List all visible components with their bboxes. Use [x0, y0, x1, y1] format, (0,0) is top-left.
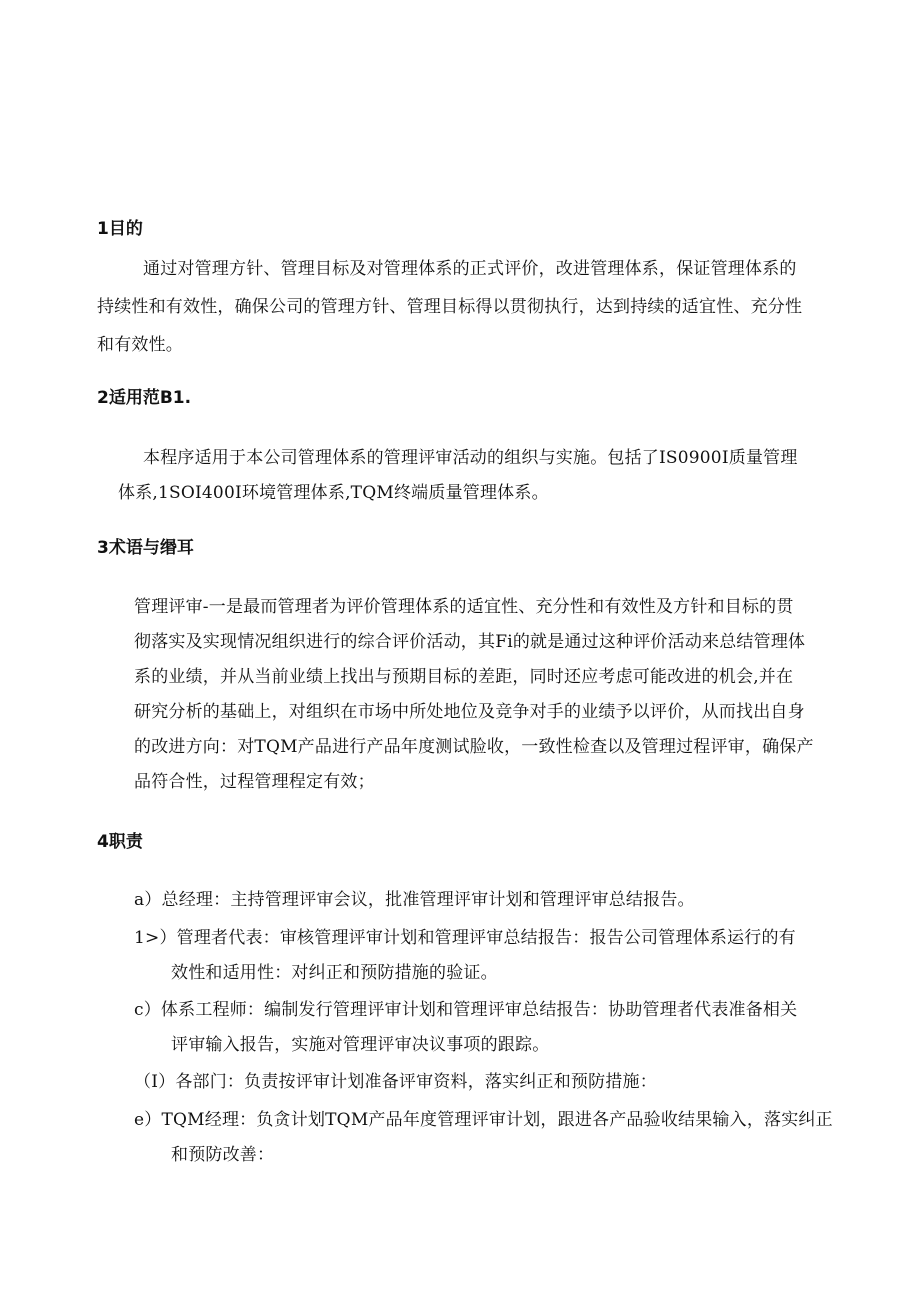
section-2-heading: 2适用范B1. — [97, 388, 192, 408]
terms-line-1: 管理评审-一是最而管理者为评价管理体系的适宜性、充分性和有效性及方针和目标的贯 — [134, 597, 794, 617]
terms-line-5: 的改进方向：对TQM产品进行产品年度测试脸收，一致性检查以及管理过程评审，确保产 — [134, 737, 814, 757]
duties-item-b-cont: 效性和适用性：对纠正和预防措施的验证。 — [171, 963, 498, 983]
section-3-heading: 3术语与缗耳 — [97, 538, 194, 558]
duties-item-e: e）TQM经理：负贪计划TQM产品年度管理评审计划，跟进各产品验收结果输入，落实纠正 — [134, 1110, 833, 1130]
duties-item-d: （I）各部门：负责按评审计划准备评审资料，落实纠正和预防措施： — [134, 1072, 657, 1092]
terms-line-6: 品符合性，过程管理程定有效； — [134, 772, 375, 792]
terms-line-4: 研究分析的基础上，对组织在市场中所处地位及竞争对手的业绩予以评价，从而找出自身 — [134, 702, 805, 722]
duties-item-e-cont: 和预防改善： — [171, 1145, 275, 1165]
terms-line-2: 彻落实及实现情况组织进行的综合评价活动，其Fi的就是通过这种评价活动来总结管理体 — [134, 632, 806, 652]
purpose-line-1: 通过对管理方针、管理目标及对管理体系的正式评价，改进管理体系，保证管理体系的 — [143, 259, 797, 279]
scope-line-1: 本程序适用于本公司管理体系的管理评审活动的组织与实施。包括了IS0900I质量管理 — [143, 448, 798, 468]
duties-item-c-cont: 评审输入报告，实施对管理评审决议事项的跟踪。 — [171, 1035, 550, 1055]
scope-line-2: 体系,1SOI400I环境管理体系,TQM终端质量管理体系。 — [118, 483, 549, 503]
section-4-heading: 4职责 — [97, 832, 143, 852]
purpose-line-2: 持续性和有效性，确保公司的管理方针、管理目标得以贯彻执行，达到持续的适宜性、充分性 — [97, 297, 803, 317]
duties-item-a: a）总经理：主持管理评审会议，批准管理评审计划和管理评审总结报告。 — [134, 890, 695, 910]
purpose-line-3: 和有效性。 — [97, 335, 183, 355]
duties-item-c: c）体系工程师：编制发行管理评审计划和管理评审总结报告：协助管理者代表准备相关 — [134, 1000, 798, 1020]
section-1-heading: 1目的 — [97, 219, 143, 239]
terms-line-3: 系的业绩，并从当前业绩上找出与预期目标的差距，同时还应考虑可能改进的机会,并在 — [134, 667, 794, 687]
duties-item-b: 1>）管理者代表：审核管理评审计划和管理评审总结报告：报告公司管理体系运行的有 — [134, 928, 796, 948]
